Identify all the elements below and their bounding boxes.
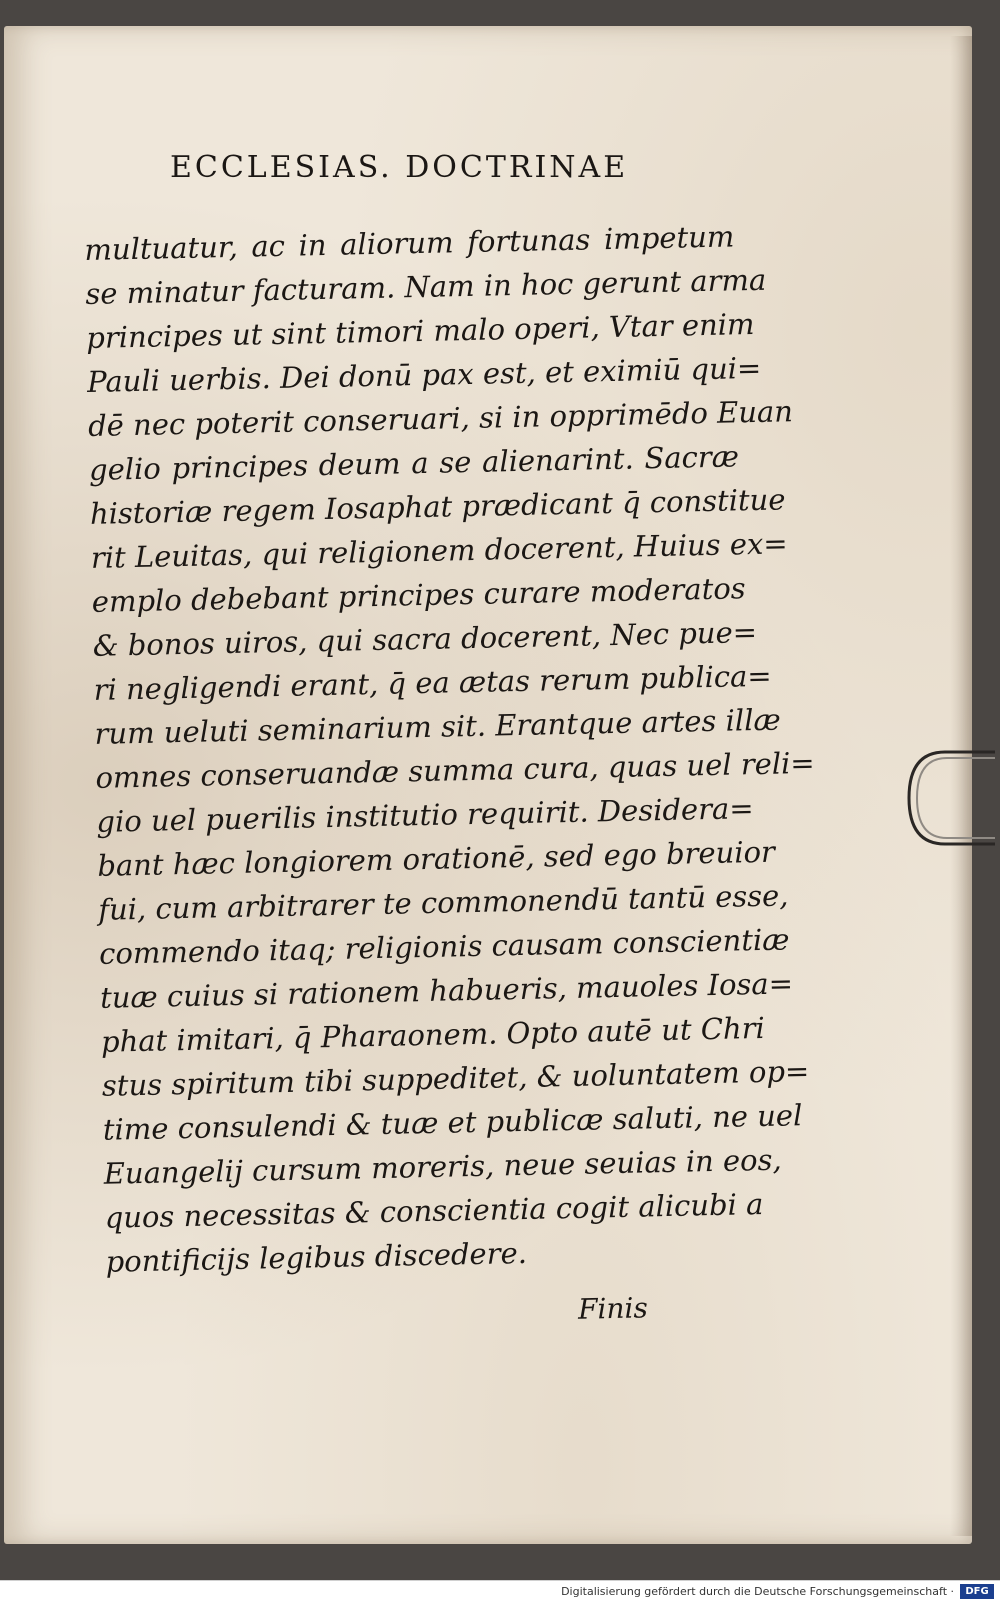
text-line: bant hæc longiorem orationē, sed ego breuior — [97, 834, 776, 883]
text-line: se minatur facturam. Nam in hoc gerunt arma — [85, 262, 767, 311]
text-line: emplo debebant principes curare moderatos — [91, 571, 746, 619]
text-line: commendo itaq; religionis causam conscientiæ — [98, 922, 790, 971]
text-line: ri negligendi erant, q̄ ea ætas rerum publica= — [93, 658, 772, 707]
text-line: phat imitari, q̄ Pharaonem. Opto autē ut Chri — [100, 1010, 766, 1059]
footer-bar — [0, 1580, 1000, 1604]
text-line: multuatur, ac in aliorum fortunas impetum — [84, 219, 735, 267]
running-head: ECCLESIAS. DOCTRINAE — [170, 150, 629, 185]
text-line: rit Leuitas, qui religionem docerent, Huius ex= — [90, 526, 788, 575]
text-line: quos necessitas & conscientia cogit alicubi a — [104, 1186, 764, 1235]
finis-mark: Finis — [577, 1291, 649, 1326]
text-line: gio uel puerilis institutio requirit. Desidera= — [96, 791, 754, 839]
text-line: Euangelij cursum moreris, neue seuias in eos, — [103, 1142, 783, 1191]
text-line: time consulendi & tuæ et publicæ saluti, ne uel — [102, 1098, 803, 1147]
text-line: Pauli uerbis. Dei donū pax est, et eximiū qui= — [86, 350, 762, 399]
text-line: principes ut sint timori malo operi, Vtar enim — [85, 306, 755, 355]
text-line: gelio principes deum a se alienarint. Sacræ — [88, 439, 740, 487]
text-line: & bonos uiros, qui sacra docerent, Nec pue= — [92, 614, 758, 663]
text-line: pontificijs legibus discedere. — [105, 1235, 528, 1279]
text-line: historiæ regem Iosaphat prædicant q̄ constitue — [89, 482, 786, 531]
funding-credit: Digitalisierung gefördert durch die Deutsche Forschungsgemeinschaft · — [561, 1585, 954, 1598]
text-line: tuæ cuius si rationem habueris, mauoles Iosa= — [99, 966, 794, 1015]
text-line: rum ueluti seminarium sit. Erantque artes illæ — [94, 702, 781, 751]
text-line: fui, cum arbitrarer te commonendū tantū esse, — [97, 878, 789, 927]
dfg-logo: DFG — [960, 1584, 994, 1599]
text-line: omnes conseruandæ summa cura, quas uel reli= — [95, 745, 815, 795]
page-clip-icon — [905, 748, 995, 848]
body-text — [84, 214, 815, 1283]
text-line: stus spiritum tibi suppeditet, & uoluntatem op= — [101, 1054, 810, 1103]
text-line: dē nec poterit conseruari, si in opprimēdo Euan — [87, 394, 794, 443]
